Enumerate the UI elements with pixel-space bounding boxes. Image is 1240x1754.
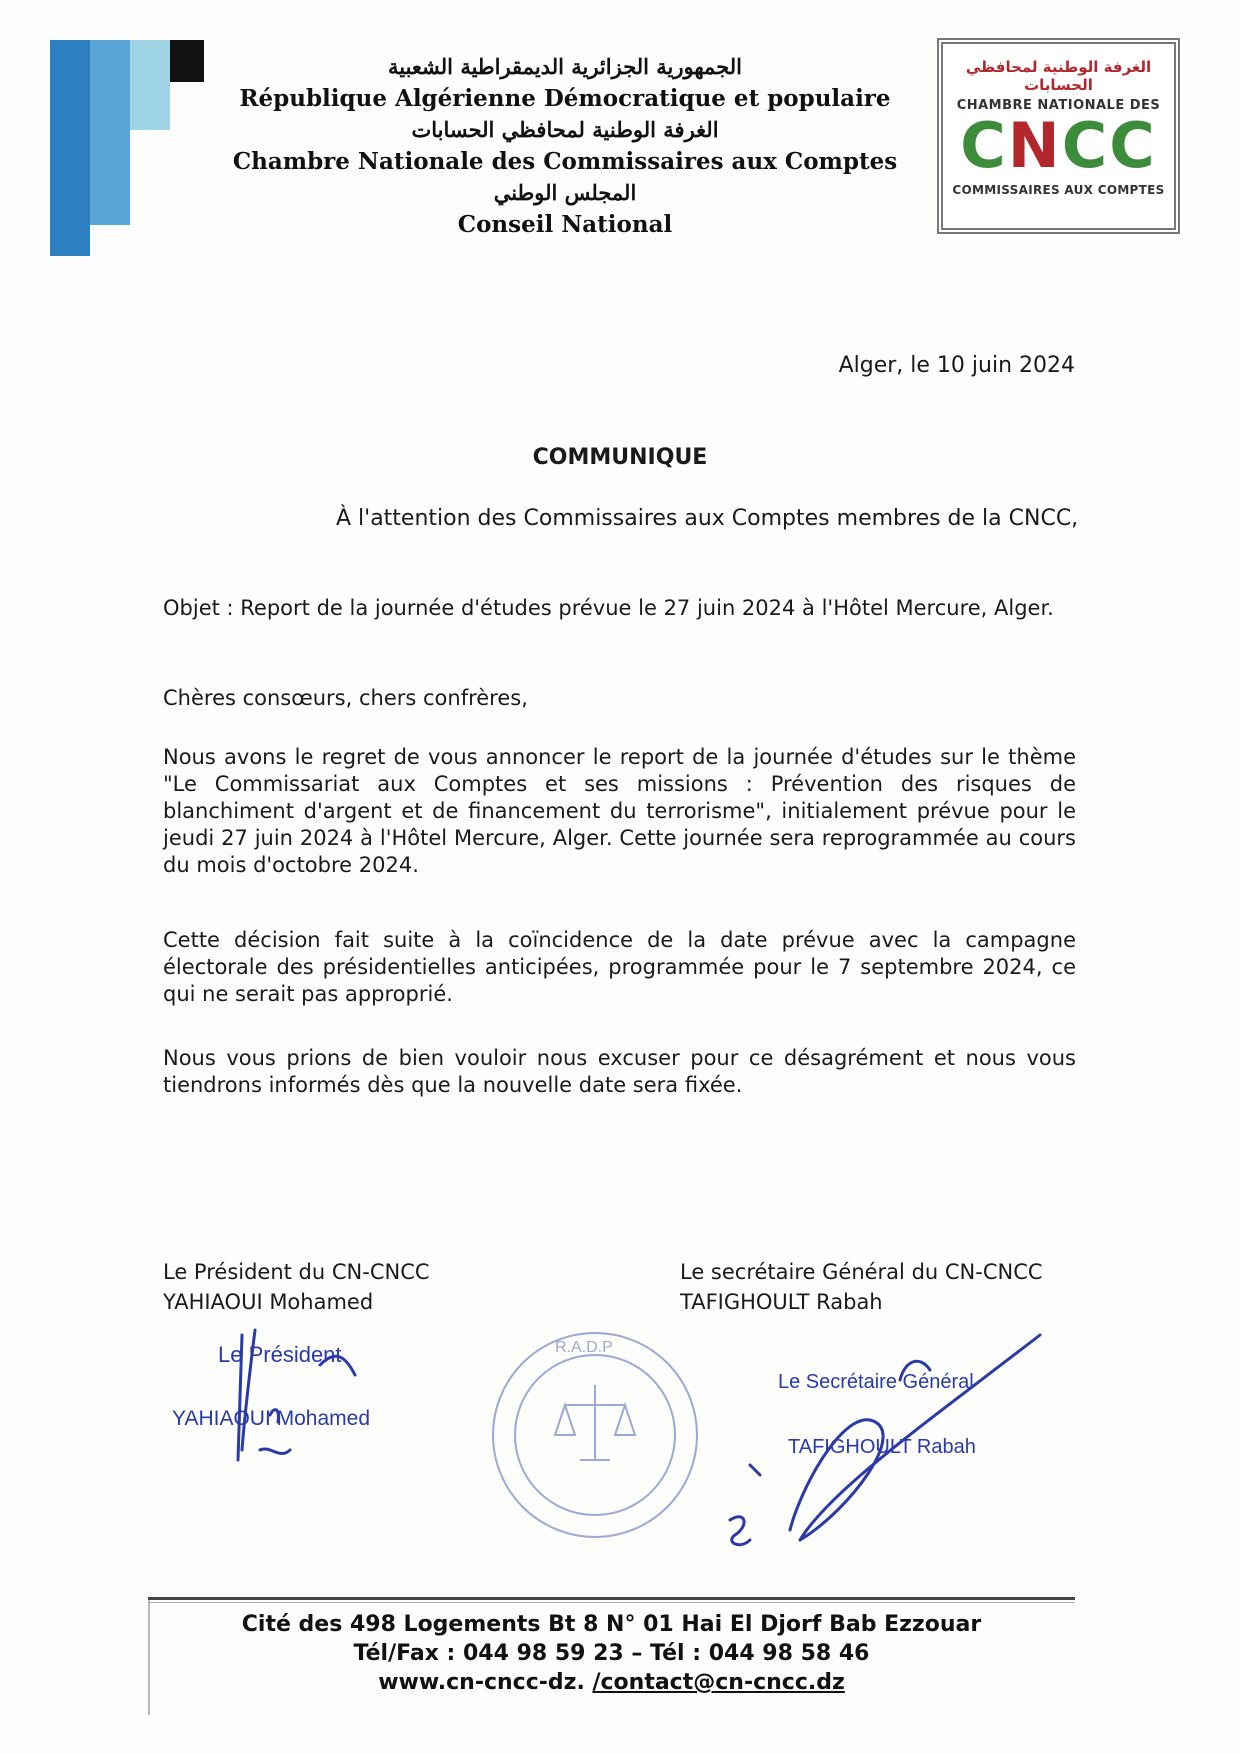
president-title: Le Président du CN-CNCC <box>163 1260 430 1284</box>
footer-phone: Tél/Fax : 044 98 59 23 – Tél : 044 98 58 46 <box>353 1641 870 1666</box>
republic-arabic: الجمهورية الجزائرية الديمقراطية الشعبية <box>387 54 742 79</box>
svg-text:Le Président: Le Président <box>218 1342 342 1367</box>
letter-subject: Objet : Report de la journée d'études prévue le 27 juin 2024 à l'Hôtel Mercure, Alger. <box>163 596 1054 620</box>
svg-text:Le Secrétaire Général: Le Secrétaire Général <box>778 1371 974 1393</box>
secretary-title: Le secrétaire Général du CN-CNCC <box>680 1260 1043 1284</box>
letter-paragraph-1: Nous avons le regret de vous annoncer le report de la journée d'études sur le thème "Le Commissariat aux Comptes et ses missions : Prévention des risques de blanchiment d'argent et de financement du terrorisme", initialement prévue pour le jeudi 27 juin 2024 à l'Hôtel Mercure, Alger. Cette journée sera reprogrammée au cours du mois d'octobre 2024. <box>163 745 1076 877</box>
letterhead <box>230 52 900 241</box>
secretary-name: TAFIGHOULT Rabah <box>680 1290 883 1314</box>
logo-arabic-text: الغرفة الوطنية لمحافظي الحسابات <box>965 58 1152 94</box>
letter-date: Alger, le 10 juin 2024 <box>838 353 1075 378</box>
letter-greeting: Chères consœurs, chers confrères, <box>163 686 528 710</box>
logo-top-text: CHAMBRE NATIONALE DES <box>956 98 1161 113</box>
svg-text:R.A.D.P: R.A.D.P <box>555 1339 613 1356</box>
footer-divider-thin <box>148 1602 1075 1603</box>
council-french: Conseil National <box>457 211 673 238</box>
footer-divider <box>148 1597 1075 1600</box>
letter-paragraph-3: Nous vous prions de bien vouloir nous excuser pour ce désagrément et nous vous tiendrons informés dès que la nouvelle date sera fixée. <box>163 1046 1076 1097</box>
chamber-arabic: الغرفة الوطنية لمحافظي الحسابات <box>411 117 719 142</box>
republic-french: République Algérienne Démocratique et populaire <box>239 85 891 112</box>
council-arabic: المجلس الوطني <box>493 180 637 205</box>
footer-address: Cité des 498 Logements Bt 8 N° 01 Hai El Djorf Bab Ezzouar <box>241 1612 982 1637</box>
president-signature-block <box>163 1257 430 1317</box>
secretary-signature-block <box>680 1257 1043 1317</box>
footer-web-line <box>148 1668 1075 1697</box>
logo-bottom-text: COMMISSAIRES AUX COMPTES <box>952 183 1165 197</box>
footer-website[interactable]: www.cn-cncc-dz. <box>378 1670 593 1695</box>
president-stamp <box>172 1342 370 1430</box>
footer-contact <box>148 1610 1075 1697</box>
letter-attention: À l'attention des Commissaires aux Comptes membres de la CNCC, <box>336 506 1079 531</box>
svg-text:YAHIAOUI Mohamed: YAHIAOUI Mohamed <box>172 1407 371 1430</box>
svg-text:TAFIGHOULT Rabah: TAFIGHOULT Rabah <box>788 1436 976 1458</box>
president-name: YAHIAOUI Mohamed <box>163 1290 374 1314</box>
logo-mark: CNCC <box>960 109 1157 182</box>
cncc-logo <box>937 38 1180 234</box>
chamber-french: Chambre Nationale des Commissaires aux Comptes <box>232 148 898 175</box>
letter-paragraph-2: Cette décision fait suite à la coïncidence de la date prévue avec la campagne électorale des présidentielles anticipées, programmée pour le 7 septembre 2024, ce qui ne serait pas approprié. <box>163 928 1076 1006</box>
official-seal-icon <box>493 1333 697 1537</box>
stamps-and-signatures <box>150 1310 1080 1570</box>
footer-email-link[interactable]: /contact@cn-cncc.dz <box>592 1670 845 1695</box>
organization-logo-blocks <box>50 40 205 256</box>
secretary-stamp <box>778 1371 976 1458</box>
letter-title: COMMUNIQUE <box>532 445 708 470</box>
